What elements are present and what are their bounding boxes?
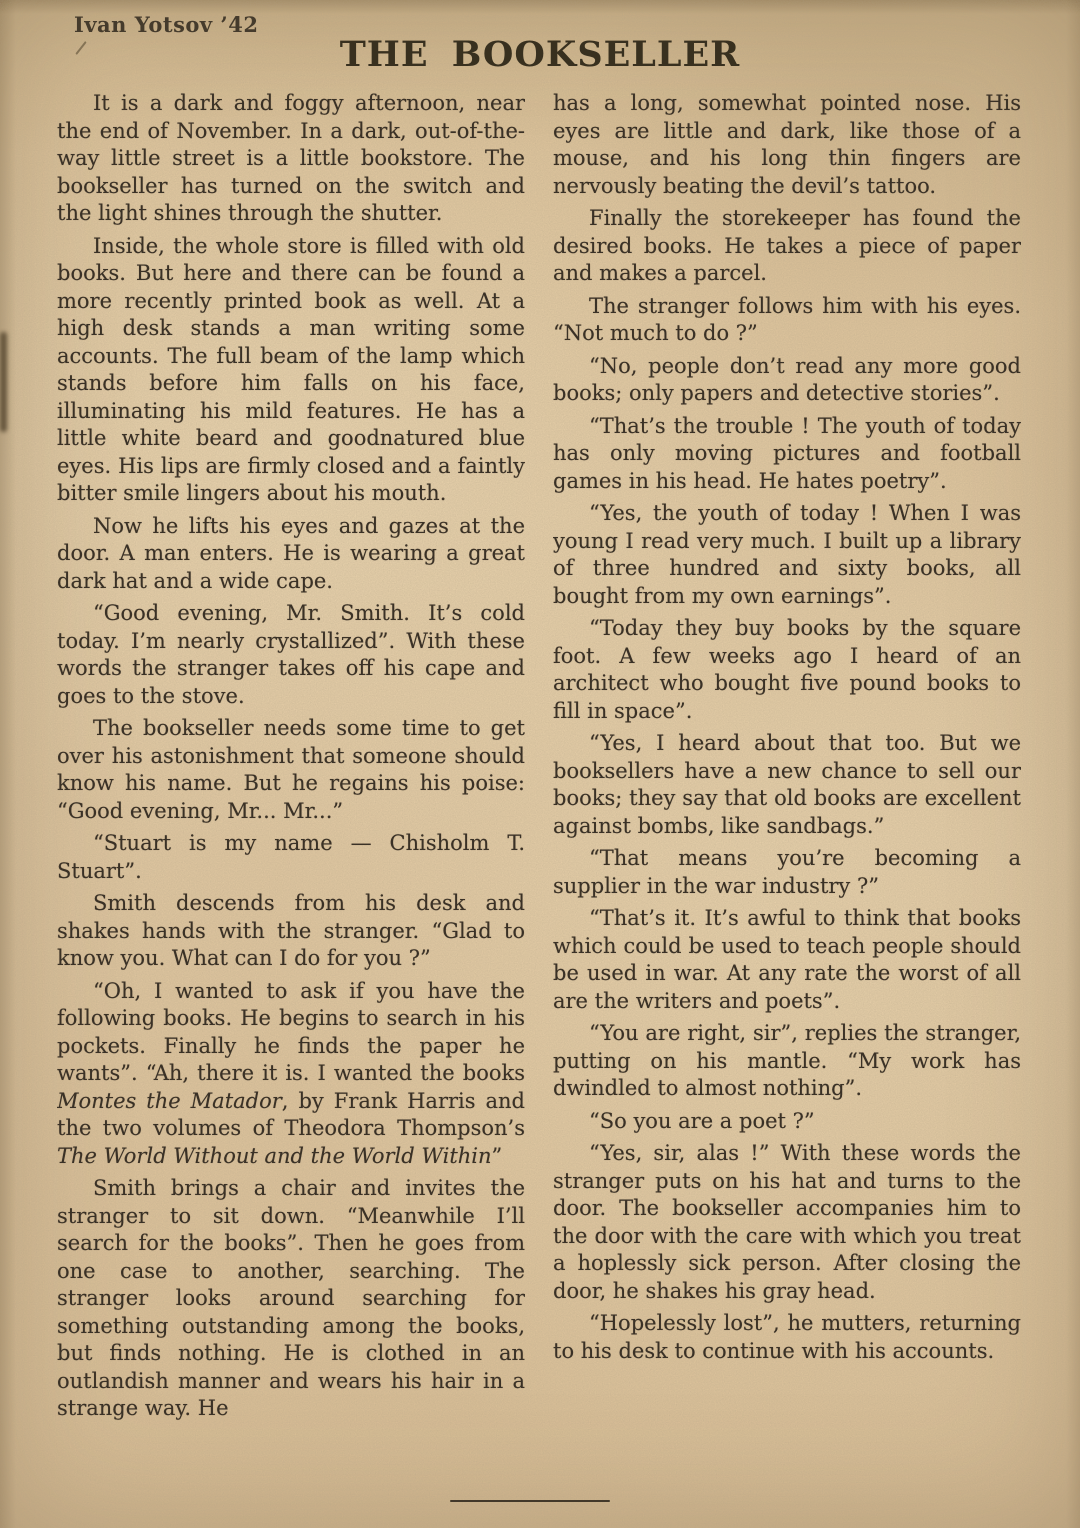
paragraph (553, 1140, 1021, 1305)
paragraph (553, 205, 1021, 288)
paragraph-text: Now he lifts his eyes and gazes at the door. A man enters. He is wearing a great dark hat and a wide cape. (57, 513, 525, 593)
paragraph-text: “You are right, sir”, replies the stranger, putting on his mantle. “My work has dwindled to almost nothing”. (553, 1021, 1021, 1100)
paragraph (57, 830, 525, 885)
paragraph (57, 233, 525, 508)
paragraph (57, 513, 525, 596)
paragraph-text: The stranger follows him with his eyes. “Not much to do ?” (553, 293, 1021, 345)
paragraph (57, 890, 525, 973)
paragraph-text: “That’s the trouble ! The youth of today has only moving pictures and football games in his head. He hates poetry”. (553, 413, 1021, 493)
paragraph (553, 845, 1021, 900)
paragraph-text: “That’s it. It’s awful to think that books which could be used to teach people should be used in war. At any rate the worst of all are the writers and poets”. (553, 906, 1021, 1013)
paragraph-text: “Hopelessly lost”, he mutters, returning to his desk to continue with his accounts. (553, 1311, 1021, 1363)
paragraph-text: Smith brings a chair and invites the stranger to sit down. “Meanwhile I’ll search for the books”. Then he goes from one case to another, searching. The stranger looks around searching for something outstanding among the books, but finds nothing. He is clothed in an outlandish manner and wears his hair in a strange way. He (57, 1176, 525, 1420)
paragraph-text: “Yes, I heard about that too. But we booksellers have a new chance to sell our books; they say that old books are excellent against bombs, like sandbags.” (553, 731, 1021, 838)
binding-smudge (0, 332, 7, 432)
paragraph-text: Inside, the whole store is filled with old books. But here and there can be found a more recently printed book as well. At a high desk stands a man writing some accounts. The full beam of the lamp which stands before him falls on his face, illuminating his mild features. He has a little white beard and goodnatured blue eyes. His lips are firmly closed and a faintly bitter smile lingers about his mouth. (57, 233, 525, 505)
paragraph (553, 1108, 1021, 1136)
paragraph (57, 1175, 525, 1423)
paragraph-text: The bookseller needs some time to get over his astonishment that someone should know his name. But he regains his poise: “Good evening, Mr... Mr...” (57, 716, 525, 823)
book-title-text: The World Without and the World Within (57, 1143, 492, 1168)
end-of-story-rule (450, 1500, 610, 1502)
paragraph (553, 615, 1021, 725)
paragraph-text: “Today they buy books by the square foot. A few weeks ago I heard of an architect who bought five pound books to fill in space”. (553, 616, 1021, 723)
paragraph (57, 90, 525, 228)
paragraph-text: “So you are a poet ?” (589, 1108, 815, 1133)
paragraph-text: has a long, somewhat pointed nose. His eyes are little and dark, like those of a mouse, and his long thin fingers are nervously beating the devil’s tattoo. (553, 91, 1021, 198)
paragraph-text: “Oh, I wanted to ask if you have the following books. He begins to search in his pockets. Finally he finds the paper he wants”. “Ah, there it is. I wanted the books (57, 978, 525, 1085)
paragraph (553, 905, 1021, 1015)
paragraph (553, 90, 1021, 200)
page-title: THE BOOKSELLER (339, 34, 741, 75)
paragraph (553, 353, 1021, 408)
story-columns (57, 90, 1021, 1512)
paragraph-text: “Yes, sir, alas !” With these words the stranger puts on his hat and turns to the door. The bookseller accompanies him to the door with the care with which you treat a hoplessly sick person. After closing the door, he shakes his gray head. (553, 1141, 1021, 1303)
paragraph-text: “That means you’re becoming a supplier in the war industry ?” (553, 846, 1021, 898)
paragraph (57, 978, 525, 1171)
paragraph-text: “Stuart is my name — Chisholm T. Stuart”. (57, 831, 525, 883)
paragraph-text: “No, people don’t read any more good books; only papers and detective stories”. (553, 353, 1021, 405)
paragraph (553, 1310, 1021, 1365)
paragraph (57, 715, 525, 825)
book-title-text: Montes the Matador (57, 1088, 282, 1113)
paragraph-text: “Good evening, Mr. Smith. It’s cold today. I’m nearly crystallized”. With these words the stranger takes off his cape and goes to the stove. (57, 601, 525, 708)
paragraph-text: Smith descends from his desk and shakes hands with the stranger. “Glad to know you. What can I do for you ?” (57, 891, 525, 970)
author-credit: Ivan Yotsov ’42 (74, 12, 259, 37)
paragraph (553, 293, 1021, 348)
paragraph (553, 500, 1021, 610)
paragraph-text: , by Frank Harris and the two volumes of Theodora Thompson’s (57, 1088, 525, 1140)
paragraph (57, 600, 525, 710)
left-column (57, 90, 525, 1512)
right-column (553, 90, 1021, 1512)
paragraph (553, 730, 1021, 840)
paragraph-text: “Yes, the youth of today ! When I was young I read very much. I built up a library of three hundred and sixty books, all bought from my own earnings”. (553, 501, 1021, 608)
paragraph-text: Finally the storekeeper has found the desired books. He takes a piece of paper and makes a parcel. (553, 206, 1021, 285)
paragraph-text: It is a dark and foggy afternoon, near the end of November. In a dark, out-of-the-way little street is a little bookstore. The bookseller has turned on the switch and the light shines through the shutter. (57, 91, 525, 225)
paragraph-text: ” (491, 1143, 503, 1168)
paragraph (553, 413, 1021, 496)
paragraph (553, 1020, 1021, 1103)
